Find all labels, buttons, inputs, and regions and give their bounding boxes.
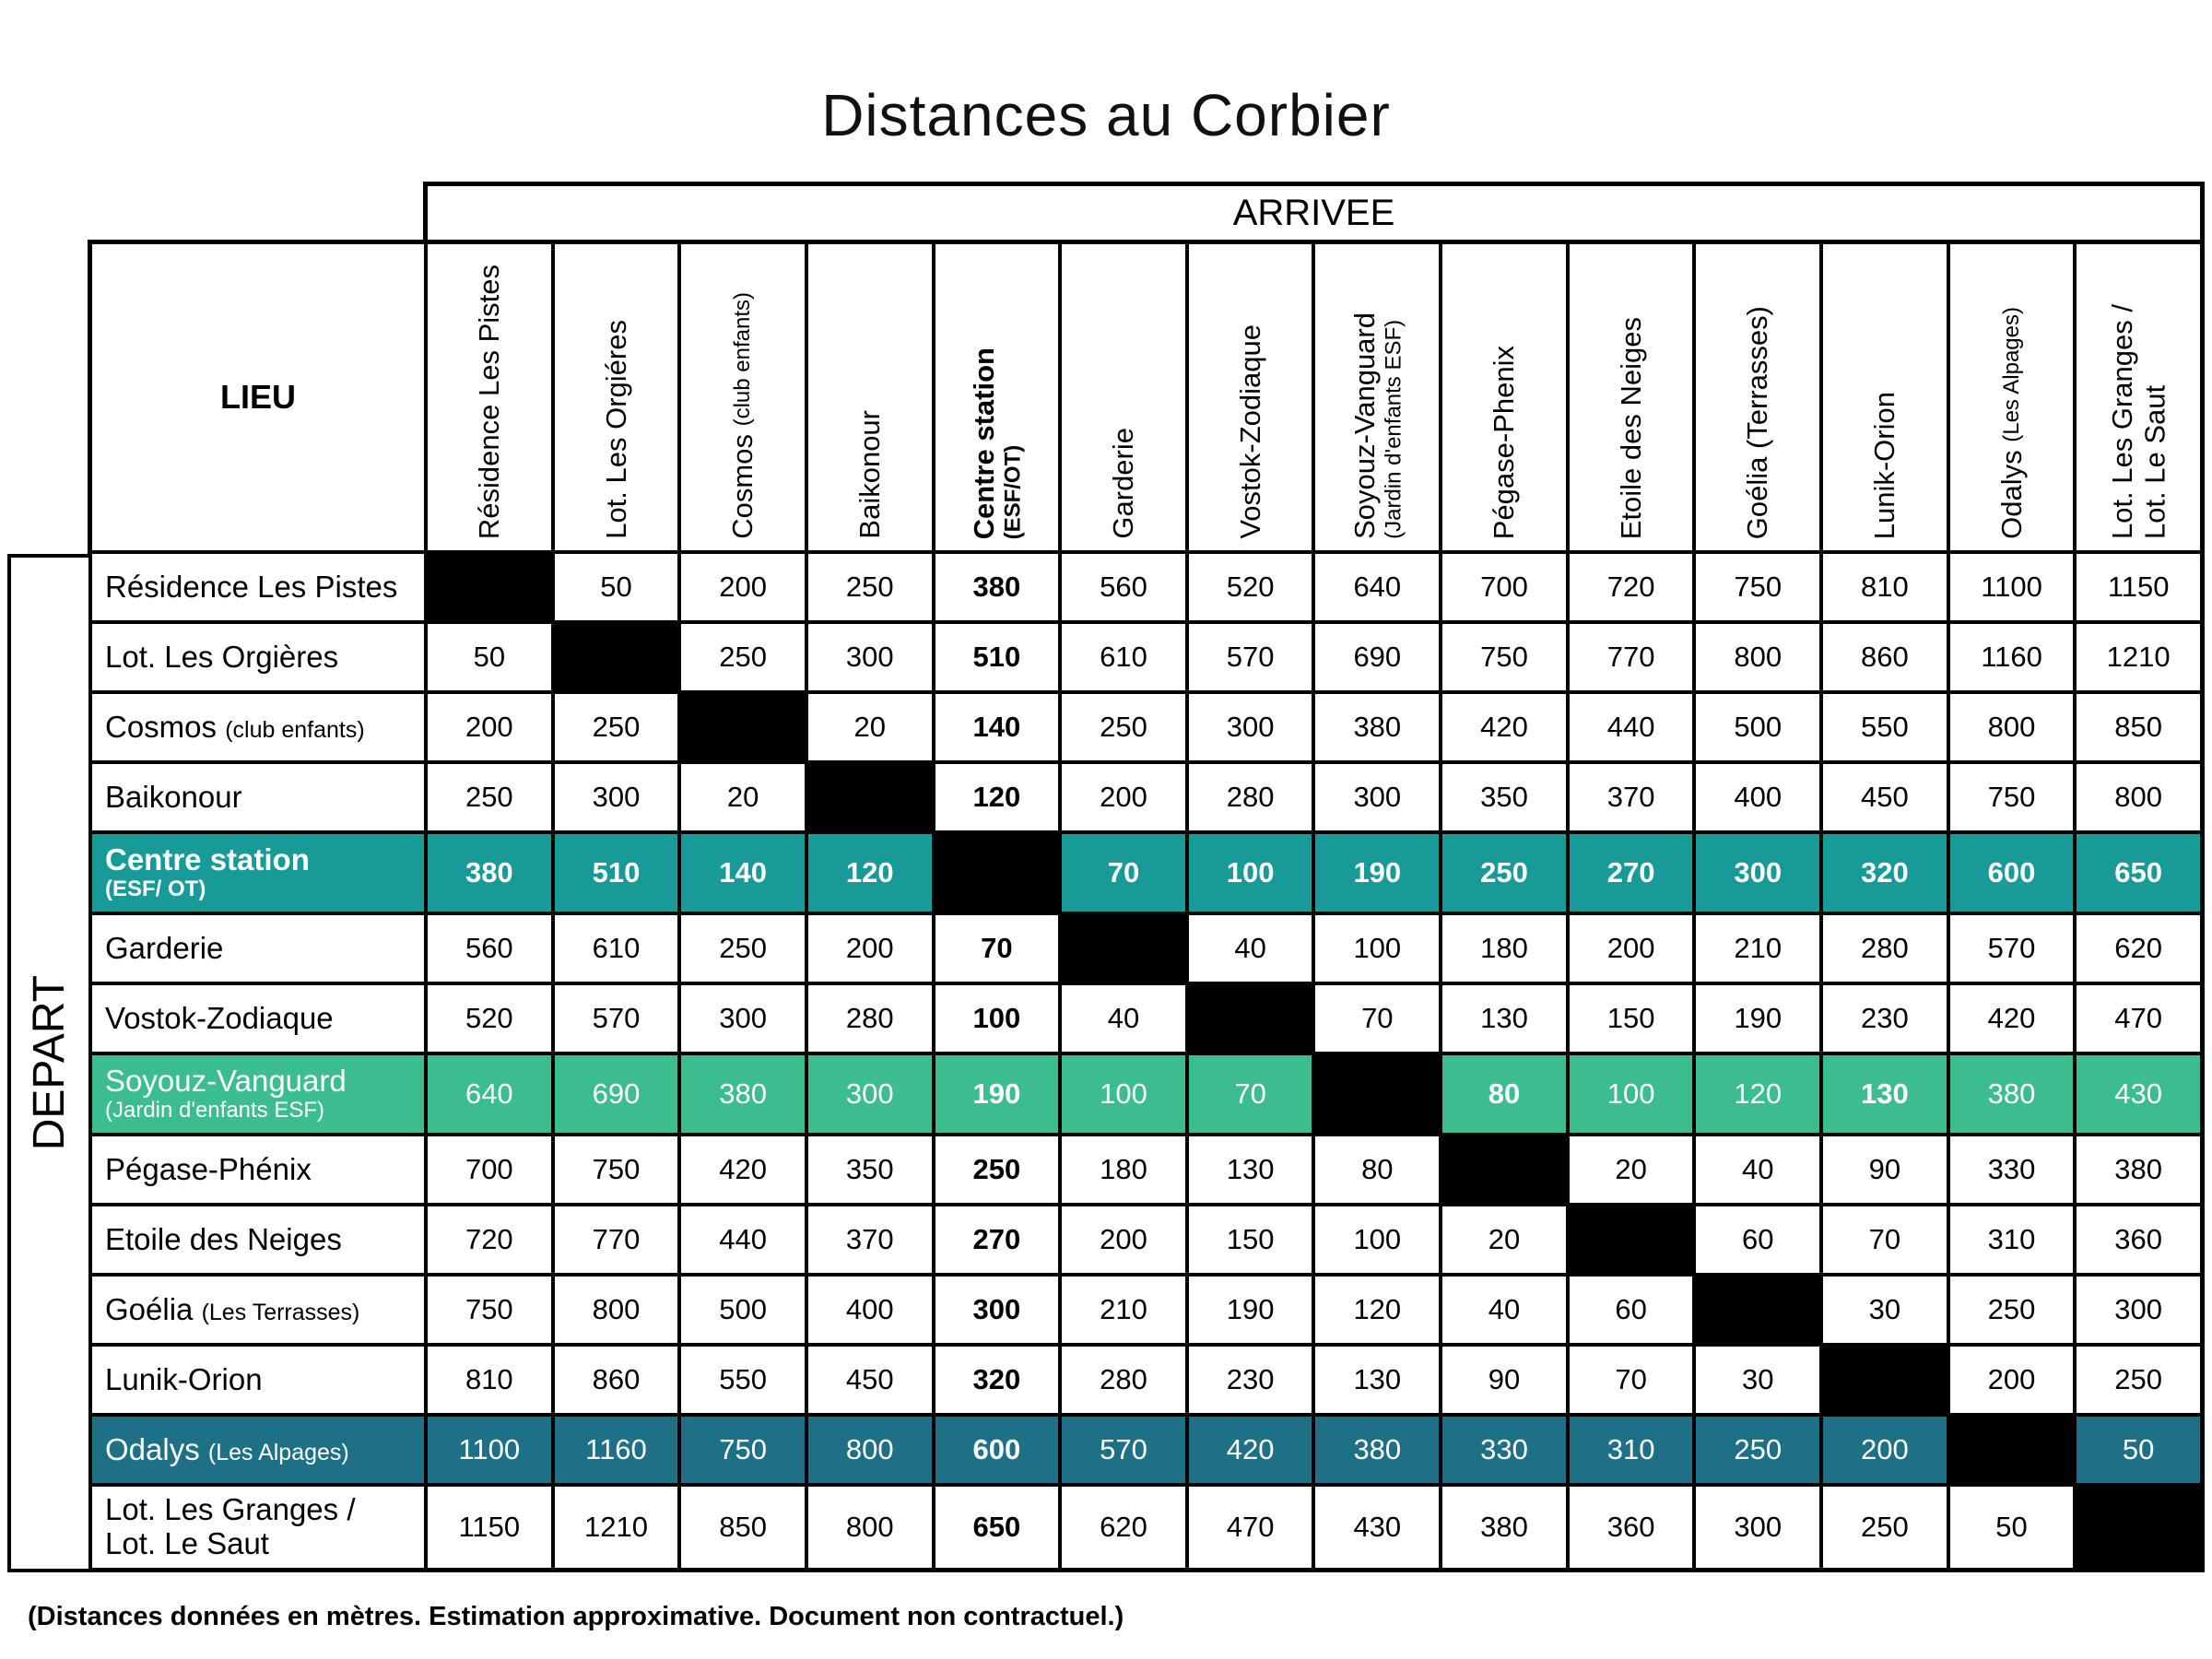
distance-cell: 400 [1696,764,1819,830]
row-label: Etoile des Neiges [92,1206,424,1273]
distance-cell: 330 [1950,1136,2074,1203]
distance-cell: 800 [2077,764,2200,830]
distance-cell: 650 [935,1487,1059,1568]
distance-cell: 370 [808,1206,932,1273]
distance-cell: 850 [2077,694,2200,760]
distance-cell: 90 [1823,1136,1947,1203]
diagonal-cell [808,764,932,830]
distance-cell: 1100 [1950,554,2074,620]
distance-cell: 1160 [1950,624,2074,690]
distance-cell: 250 [1950,1277,2074,1343]
distance-cell: 1210 [555,1487,678,1568]
distance-cell: 300 [681,985,805,1052]
distance-cell: 330 [1442,1417,1566,1483]
row-label: Lot. Les Granges / Lot. Le Saut [92,1487,424,1568]
row-label: Baikonour [92,764,424,830]
distance-cell: 100 [1315,915,1439,982]
distance-cell: 690 [1315,624,1439,690]
distance-cell: 400 [808,1277,932,1343]
distance-cell: 50 [1950,1487,2074,1568]
row-label: Vostok-Zodiaque [92,985,424,1052]
distance-cell: 120 [935,764,1059,830]
distance-cell: 80 [1315,1136,1439,1203]
distance-cell: 70 [935,915,1059,982]
distance-cell: 210 [1696,915,1819,982]
distance-cell: 250 [808,554,932,620]
distance-cell: 860 [555,1347,678,1413]
distance-cell: 380 [1442,1487,1566,1568]
distance-cell: 770 [1570,624,1693,690]
diagonal-cell [1950,1417,2074,1483]
distance-cell: 1210 [2077,624,2200,690]
distance-cell: 310 [1950,1206,2074,1273]
distance-cell: 320 [935,1347,1059,1413]
distance-cell: 550 [681,1347,805,1413]
distance-cell: 800 [1696,624,1819,690]
distance-cell: 80 [1442,1055,1566,1133]
distance-cell: 650 [2077,834,2200,912]
distance-cell: 470 [1189,1487,1312,1568]
distance-cell: 150 [1570,985,1693,1052]
distance-cell: 560 [1062,554,1185,620]
distance-cell: 300 [1696,834,1819,912]
distance-cell: 270 [1570,834,1693,912]
distance-cell: 310 [1570,1417,1693,1483]
distance-cell: 1160 [555,1417,678,1483]
distance-cell: 120 [808,834,932,912]
distance-cell: 750 [1696,554,1819,620]
distance-cell: 690 [555,1055,678,1133]
distance-cell: 70 [1062,834,1185,912]
distance-cell: 200 [1062,1206,1185,1273]
distance-cell: 60 [1570,1277,1693,1343]
distance-cell: 380 [2077,1136,2200,1203]
distance-cell: 810 [428,1347,551,1413]
distance-cell: 130 [1315,1347,1439,1413]
distance-cell: 190 [1315,834,1439,912]
distance-cell: 350 [1442,764,1566,830]
distance-cell: 120 [1315,1277,1439,1343]
distance-cell: 250 [2077,1347,2200,1413]
distance-cell: 70 [1570,1347,1693,1413]
distance-cell: 70 [1315,985,1439,1052]
distance-cell: 570 [555,985,678,1052]
distance-cell: 720 [1570,554,1693,620]
diagonal-cell [1442,1136,1566,1203]
row-label: Soyouz-Vanguard (Jardin d'enfants ESF) [92,1055,424,1133]
distance-cell: 360 [2077,1206,2200,1273]
column-header-cell: Vostok-Zodiaque [1189,244,1312,550]
depart-label: DEPART [25,975,75,1151]
distance-cell: 1100 [428,1417,551,1483]
distance-cell: 800 [808,1417,932,1483]
distance-cell: 750 [555,1136,678,1203]
distance-cell: 180 [1062,1136,1185,1203]
distance-cell: 300 [808,1055,932,1133]
column-header-cell: Garderie [1062,244,1185,550]
diagonal-cell [428,554,551,620]
distance-cell: 250 [935,1136,1059,1203]
distance-cell: 720 [428,1206,551,1273]
distance-cell: 860 [1823,624,1947,690]
distance-cell: 380 [1950,1055,2074,1133]
distance-cell: 100 [935,985,1059,1052]
distance-cell: 570 [1062,1417,1185,1483]
distance-cell: 200 [808,915,932,982]
distance-cell: 30 [1823,1277,1947,1343]
distance-cell: 20 [808,694,932,760]
distance-cell: 600 [935,1417,1059,1483]
distance-cell: 610 [1062,624,1185,690]
distance-cell: 500 [681,1277,805,1343]
distance-cell: 40 [1062,985,1185,1052]
distance-cell: 810 [1823,554,1947,620]
distance-cell: 250 [555,694,678,760]
distance-cell: 300 [808,624,932,690]
distance-cell: 250 [428,764,551,830]
distance-cell: 520 [1189,554,1312,620]
distance-cell: 230 [1189,1347,1312,1413]
distance-cell: 40 [1189,915,1312,982]
distance-cell: 70 [1189,1055,1312,1133]
distance-cell: 200 [1062,764,1185,830]
distance-cell: 300 [935,1277,1059,1343]
distance-cell: 250 [1696,1417,1819,1483]
distance-cell: 300 [2077,1277,2200,1343]
distance-cell: 200 [681,554,805,620]
distance-cell: 300 [1315,764,1439,830]
footnote: (Distances données en mètres. Estimation approximative. Document non contractuel.) [28,1602,1124,1631]
distance-cell: 140 [935,694,1059,760]
distance-cell: 190 [1189,1277,1312,1343]
distance-cell: 570 [1950,915,2074,982]
distance-cell: 550 [1823,694,1947,760]
distance-cell: 50 [428,624,551,690]
distance-cell: 300 [555,764,678,830]
distance-cell: 40 [1696,1136,1819,1203]
distance-cell: 200 [428,694,551,760]
depart-header [7,554,92,1572]
distance-cell: 250 [1442,834,1566,912]
distance-cell: 570 [1189,624,1312,690]
distance-cell: 420 [1442,694,1566,760]
column-header-cell: Goélia (Terrasses) [1696,244,1819,550]
distance-cell: 800 [1950,694,2074,760]
distance-cell: 40 [1442,1277,1566,1343]
distance-cell: 770 [555,1206,678,1273]
column-header-cell: Centre station (ESF/OT) [935,244,1059,550]
diagonal-cell [555,624,678,690]
distance-cell: 20 [1570,1136,1693,1203]
distance-cell: 350 [808,1136,932,1203]
distance-cell: 250 [1062,694,1185,760]
distance-table [88,240,2205,1572]
distance-cell: 380 [681,1055,805,1133]
row-label: Pégase-Phénix [92,1136,424,1203]
distance-cell: 440 [681,1206,805,1273]
diagonal-cell [1696,1277,1819,1343]
distance-cell: 200 [1570,915,1693,982]
distance-cell: 850 [681,1487,805,1568]
distance-cell: 250 [681,624,805,690]
distance-cell: 430 [1315,1487,1439,1568]
column-header-cell: Soyouz-Vanguard (Jardin d'enfants ESF) [1315,244,1439,550]
distance-cell: 700 [1442,554,1566,620]
distance-cell: 90 [1442,1347,1566,1413]
column-header-cell: Odalys (Les Alpages) [1950,244,2074,550]
column-header-cell: Lot. Les Orgiéres [555,244,678,550]
distance-cell: 430 [2077,1055,2200,1133]
distance-cell: 420 [681,1136,805,1203]
diagonal-cell [1189,985,1312,1052]
arrivee-label: ARRIVEE [1232,192,1395,233]
distance-cell: 800 [808,1487,932,1568]
distance-cell: 750 [428,1277,551,1343]
distance-cell: 750 [681,1417,805,1483]
row-label: Garderie [92,915,424,982]
row-label: Lot. Les Orgières [92,624,424,690]
distance-cell: 420 [1950,985,2074,1052]
column-header-cell: Lunik-Orion [1823,244,1947,550]
distance-cell: 100 [1189,834,1312,912]
lieu-header-cell [92,244,424,550]
distance-cell: 20 [681,764,805,830]
distance-cell: 100 [1062,1055,1185,1133]
distance-cell: 450 [1823,764,1947,830]
distance-cell: 450 [808,1347,932,1413]
distance-cell: 620 [2077,915,2200,982]
column-header-cell: Pégase-Phenix [1442,244,1566,550]
distance-cell: 420 [1189,1417,1312,1483]
distance-cell: 280 [808,985,932,1052]
lieu-label: LIEU [219,378,296,416]
distance-cell: 1150 [428,1487,551,1568]
distance-cell: 70 [1823,1206,1947,1273]
distance-cell: 250 [1823,1487,1947,1568]
distance-cell: 560 [428,915,551,982]
distance-cell: 610 [555,915,678,982]
page-title: Distances au Corbier [821,82,1391,148]
distance-cell: 300 [1696,1487,1819,1568]
distance-cell: 280 [1189,764,1312,830]
distance-cell: 280 [1823,915,1947,982]
distance-cell: 250 [681,915,805,982]
arrivee-header [423,182,2205,244]
distance-cell: 210 [1062,1277,1185,1343]
distance-cell: 600 [1950,834,2074,912]
distance-cell: 800 [555,1277,678,1343]
distance-cell: 510 [935,624,1059,690]
distance-cell: 180 [1442,915,1566,982]
distance-cell: 320 [1823,834,1947,912]
distance-cell: 150 [1189,1206,1312,1273]
distance-cell: 190 [1696,985,1819,1052]
distance-cell: 130 [1189,1136,1312,1203]
distance-cell: 510 [555,834,678,912]
distance-cell: 100 [1315,1206,1439,1273]
distance-cell: 750 [1442,624,1566,690]
distance-cell: 30 [1696,1347,1819,1413]
distance-cell: 640 [428,1055,551,1133]
distance-cell: 640 [1315,554,1439,620]
distance-cell: 370 [1570,764,1693,830]
distance-cell: 380 [935,554,1059,620]
distance-cell: 380 [428,834,551,912]
distance-cell: 750 [1950,764,2074,830]
distance-cell: 380 [1315,1417,1439,1483]
column-header-cell: Baikonour [808,244,932,550]
distance-cell: 380 [1315,694,1439,760]
distance-cell: 270 [935,1206,1059,1273]
distance-cell: 20 [1442,1206,1566,1273]
distance-cell: 190 [935,1055,1059,1133]
distance-cell: 620 [1062,1487,1185,1568]
distance-cell: 130 [1442,985,1566,1052]
distance-cell: 50 [2077,1417,2200,1483]
diagonal-cell [1823,1347,1947,1413]
distance-cell: 120 [1696,1055,1819,1133]
distance-cell: 500 [1696,694,1819,760]
distance-cell: 440 [1570,694,1693,760]
diagonal-cell [1570,1206,1693,1273]
distance-cell: 280 [1062,1347,1185,1413]
distance-cell: 100 [1570,1055,1693,1133]
distance-cell: 520 [428,985,551,1052]
column-header-cell: Cosmos (club enfants) [681,244,805,550]
row-label: Goélia (Les Terrasses) [92,1277,424,1343]
diagonal-cell [935,834,1059,912]
row-label: Lunik-Orion [92,1347,424,1413]
row-label: Odalys (Les Alpages) [92,1417,424,1483]
diagonal-cell [1062,915,1185,982]
distance-cell: 140 [681,834,805,912]
distance-cell: 130 [1823,1055,1947,1133]
column-header-cell: Lot. Les Granges / Lot. Le Saut [2077,244,2200,550]
distance-cell: 50 [555,554,678,620]
distance-cell: 700 [428,1136,551,1203]
diagonal-cell [2077,1487,2200,1568]
distance-cell: 200 [1823,1417,1947,1483]
column-header-cell: Etoile des Neiges [1570,244,1693,550]
distance-cell: 1150 [2077,554,2200,620]
row-label: Centre station (ESF/ OT) [92,834,424,912]
distance-cell: 60 [1696,1206,1819,1273]
distance-cell: 360 [1570,1487,1693,1568]
row-label: Cosmos (club enfants) [92,694,424,760]
row-label: Résidence Les Pistes [92,554,424,620]
diagonal-cell [681,694,805,760]
column-header-cell: Résidence Les Pistes [428,244,551,550]
distance-cell: 230 [1823,985,1947,1052]
diagonal-cell [1315,1055,1439,1133]
distance-cell: 200 [1950,1347,2074,1413]
distance-cell: 470 [2077,985,2200,1052]
distance-cell: 300 [1189,694,1312,760]
